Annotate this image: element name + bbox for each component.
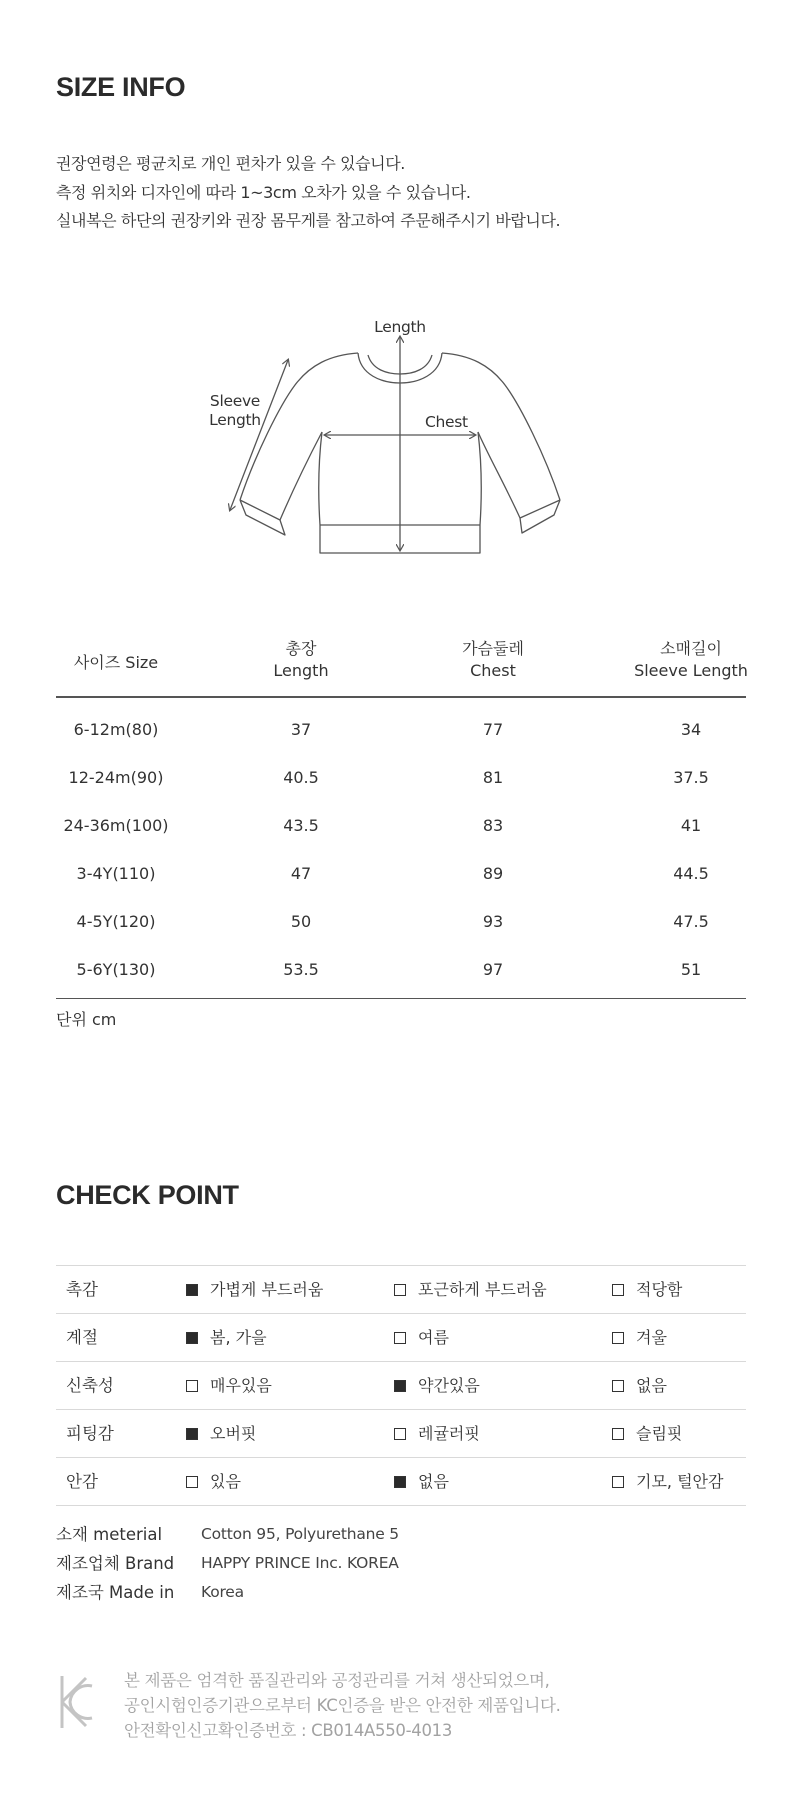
check-option: 없음 bbox=[612, 1362, 667, 1409]
check-option: 오버핏 bbox=[186, 1410, 256, 1457]
kc-certification bbox=[56, 1671, 561, 1740]
unchecked-box-icon bbox=[394, 1332, 406, 1344]
check-option: 슬림핏 bbox=[612, 1410, 682, 1457]
check-option: 봄, 가을 bbox=[186, 1314, 267, 1361]
check-option: 적당함 bbox=[612, 1266, 682, 1313]
checked-box-icon bbox=[186, 1284, 198, 1296]
check-option: 레귤러핏 bbox=[394, 1410, 480, 1457]
header-size: 사이즈 Size bbox=[73, 653, 159, 672]
checked-box-icon bbox=[394, 1380, 406, 1392]
check-row: 신축성 매우있음 약간있음 없음 bbox=[56, 1362, 746, 1410]
check-option: 기모, 털안감 bbox=[612, 1458, 723, 1505]
check-row: 안감 있음 없음 기모, 털안감 bbox=[56, 1458, 746, 1506]
size-note: 실내복은 하단의 권장키와 권장 몸무게를 참고하여 주문해주시기 바랍니다. bbox=[56, 211, 561, 230]
diagram-chest-label: Chest bbox=[425, 413, 468, 431]
size-info-title: SIZE INFO bbox=[56, 72, 186, 102]
check-option: 가볍게 부드러움 bbox=[186, 1266, 323, 1313]
unchecked-box-icon bbox=[394, 1284, 406, 1296]
check-row: 계절 봄, 가을 여름 겨울 bbox=[56, 1314, 746, 1362]
unchecked-box-icon bbox=[394, 1428, 406, 1440]
unchecked-box-icon bbox=[612, 1284, 624, 1296]
unit-label: 단위 cm bbox=[56, 1010, 117, 1029]
check-option: 약간있음 bbox=[394, 1362, 480, 1409]
table-row: 4-5Y(120) 50 93 47.5 bbox=[76, 912, 709, 931]
size-table-header bbox=[56, 630, 746, 698]
unchecked-box-icon bbox=[186, 1380, 198, 1392]
unchecked-box-icon bbox=[612, 1476, 624, 1488]
check-row: 촉감 가볍게 부드러움 포근하게 부드러움 적당함 bbox=[56, 1266, 746, 1314]
checked-box-icon bbox=[186, 1332, 198, 1344]
size-note: 권장연령은 평균치로 개인 편차가 있을 수 있습니다. bbox=[56, 154, 405, 173]
diagram-sleeve-label: Sleeve Length bbox=[209, 392, 261, 429]
size-note: 측정 위치와 디자인에 따라 1~3cm 오차가 있을 수 있습니다. bbox=[56, 182, 471, 202]
table-row: 3-4Y(110) 47 89 44.5 bbox=[76, 864, 709, 883]
garment-measurement-diagram bbox=[200, 318, 580, 565]
header-chest: 가슴둘레 Chest bbox=[462, 639, 524, 680]
check-option: 없음 bbox=[394, 1458, 449, 1505]
check-point-title: CHECK POINT bbox=[56, 1180, 239, 1210]
kc-notice: 본 제품은 엄격한 품질관리와 공정관리를 거쳐 생산되었으며, 공인시험인증기관으로부터 KC인증을 받은 안전한 제품입니다. 안전확인신고확인증번호 : CB014A550-4013 bbox=[124, 1671, 561, 1740]
check-option: 있음 bbox=[186, 1458, 241, 1505]
unchecked-box-icon bbox=[612, 1380, 624, 1392]
kc-mark-icon bbox=[56, 1672, 96, 1732]
check-option: 매우있음 bbox=[186, 1362, 272, 1409]
checked-box-icon bbox=[394, 1476, 406, 1488]
table-row: 6-12m(80) 37 77 34 bbox=[73, 720, 702, 739]
header-length: 총장 Length bbox=[273, 639, 329, 680]
table-row: 12-24m(90) 40.5 81 37.5 bbox=[68, 768, 709, 787]
table-row: 24-36m(100) 43.5 83 41 bbox=[63, 816, 702, 835]
checked-box-icon bbox=[186, 1428, 198, 1440]
sleeve-length-arrow bbox=[230, 360, 288, 510]
table-row: 5-6Y(130) 53.5 97 51 bbox=[76, 960, 702, 979]
unchecked-box-icon bbox=[186, 1476, 198, 1488]
unchecked-box-icon bbox=[612, 1428, 624, 1440]
size-notes bbox=[56, 150, 560, 236]
sweatshirt-outline bbox=[200, 325, 580, 565]
check-option: 겨울 bbox=[612, 1314, 667, 1361]
diagram-length-label: Length bbox=[374, 318, 426, 336]
unchecked-box-icon bbox=[612, 1332, 624, 1344]
check-option: 여름 bbox=[394, 1314, 449, 1361]
table-bottom-rule bbox=[56, 998, 746, 999]
check-row: 피팅감 오버핏 레귤러핏 슬림핏 bbox=[56, 1410, 746, 1458]
size-table bbox=[56, 630, 746, 999]
check-point-table bbox=[56, 1265, 746, 1506]
check-option: 포근하게 부드러움 bbox=[394, 1266, 547, 1313]
header-sleeve-length: 소매길이 Sleeve Length bbox=[634, 639, 748, 680]
